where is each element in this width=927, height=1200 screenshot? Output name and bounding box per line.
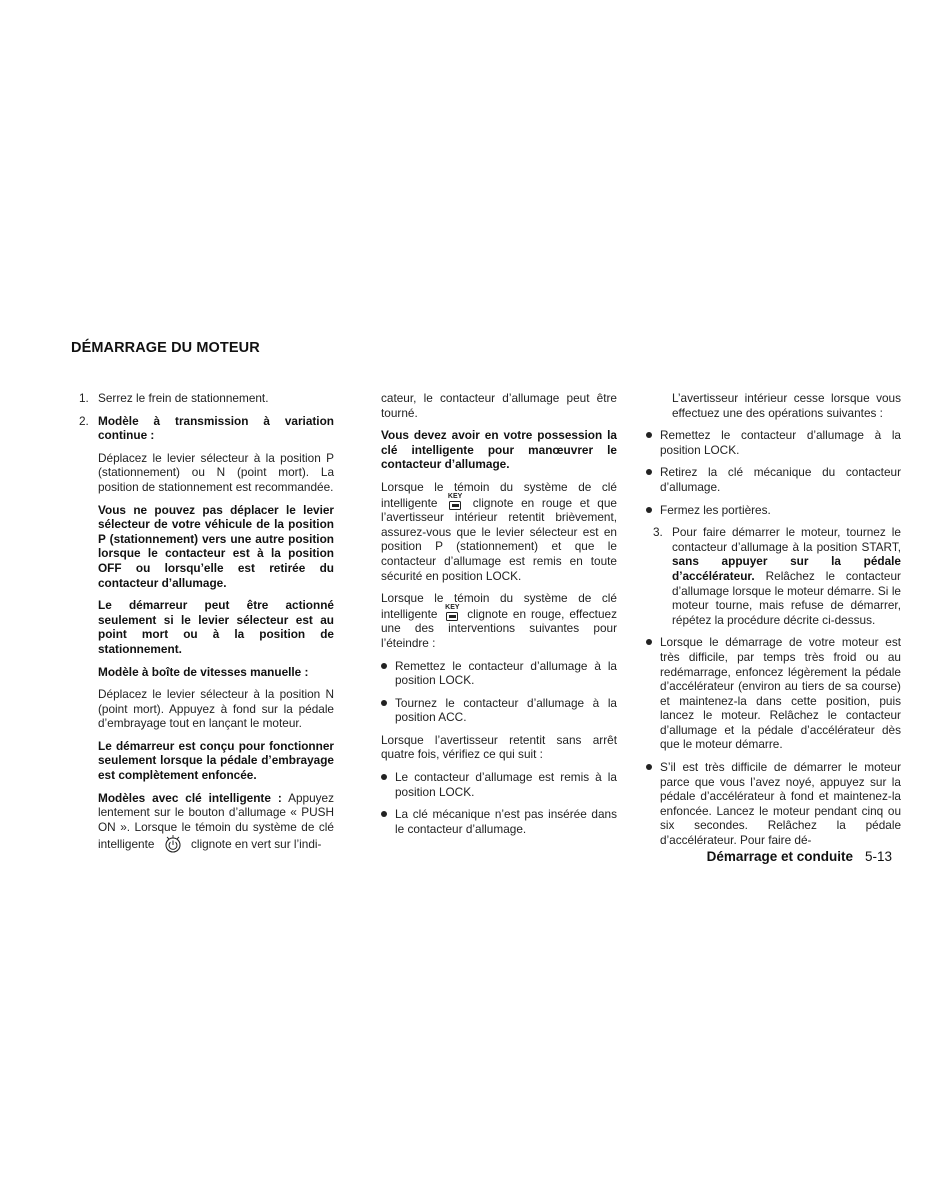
continued-text: cateur, le contacteur d’allumage peut être tourné. (381, 391, 617, 420)
step-text: Serrez le frein de stationnement. (98, 391, 269, 405)
page-footer (707, 849, 892, 864)
step-number: 1. (79, 391, 89, 405)
section-name: Démarrage et conduite (706, 849, 853, 864)
cvt-warning-1: Vous ne pouvez pas déplacer le levier sélecteur de votre véhicule de la position P (stationnement) vers une autre position lorsque le contacteur est à la position OFF ou lorsqu’elle est retirée du contacteur d’allumage. (98, 502, 334, 590)
step-2 (72, 414, 334, 443)
step-1 (72, 391, 334, 406)
smart-key-heading: Modèles avec clé intelligente : (98, 790, 282, 805)
cvt-text: Déplacez le levier sélecteur à la position P (stationnement) ou N (point mort). La position de stationnement est recommandée. (98, 450, 334, 494)
step-number: 3. (653, 525, 663, 540)
list-item: Fermez les portières. (646, 503, 901, 518)
key-warning-icon: KEY (444, 606, 460, 621)
manual-warning: Le démarreur est conçu pour fonctionner seulement lorsque la pédale d’embrayage est complètement enfoncée. (98, 738, 334, 783)
smart-key-text-a: Appuyez lentement sur le bouton d’allumage « PUSH ON ». Lorsque le témoin du système de clé intelligente (98, 790, 334, 852)
cvt-warning-2: Le démarreur peut être actionné seulement si le levier sélecteur est au point mort ou à la position de stationnement. (98, 598, 334, 656)
column-3 (646, 391, 901, 856)
list-item: Le contacteur d’allumage est remis à la position LOCK. (381, 770, 617, 799)
possession-warning: Vous devez avoir en votre possession la clé intelligente pour manœuvrer le contacteur d’allumage. (381, 428, 617, 472)
alarm-paragraph: Lorsque l’avertisseur retentit sans arrêt quatre fois, vérifiez ce qui suit : (381, 732, 617, 762)
red-light-paragraph-2: Lorsque le témoin du système de clé intelligente KEY clignote en rouge, effectuez une des interventions suivantes pour l’éteindre : (381, 591, 617, 650)
cvt-heading: Modèle à transmission à variation continue : (98, 413, 334, 443)
manual-text: Déplacez le levier sélecteur à la position N (point mort). Appuyez à fond sur la pédale d’embrayage tout en lançant le moteur. (98, 687, 334, 731)
alarm-stop-paragraph: L’avertisseur intérieur cesse lorsque vous effectuez une des opérations suivantes : (672, 391, 901, 420)
column-1 (72, 391, 334, 866)
step-number: 2. (79, 413, 89, 428)
list-item: La clé mécanique n’est pas insérée dans le contacteur d’allumage. (381, 807, 617, 836)
page-title: DÉMARRAGE DU MOTEUR (71, 340, 260, 356)
key-warning-icon: KEY (447, 495, 463, 510)
smart-key-text-b: clignote en vert sur l’indi- (190, 837, 322, 852)
list-item: Tournez le contacteur d’allumage à la position ACC. (381, 696, 617, 725)
manual-heading: Modèle à boîte de vitesses manuelle : (98, 664, 309, 679)
smart-key-paragraph (72, 791, 334, 858)
list-item: S’il est très difficile de démarrer le moteur parce que vous l’avez noyé, appuyez sur la pédale d’accélérateur à fond et maintenez-la enfoncée. Lancez le moteur pendant cinq ou six secondes. Relâchez la pédale d’accélérateur. Pour faire dé- (646, 760, 901, 848)
list-item: Retirez la clé mécanique du contacteur d’allumage. (646, 465, 901, 494)
red-light-paragraph: Lorsque le témoin du système de clé intelligente KEY clignote en rouge et que l’avertisseur intérieur retentit brièvement, assurez-vous que le levier sélecteur est en position P (stationnement) et que le contacteur d’allumage est remis en toute sécurité en position LOCK. (381, 479, 617, 583)
list-item: Remettez le contacteur d’allumage à la position LOCK. (381, 659, 617, 688)
step-3: 3. Pour faire démarrer le moteur, tournez le contacteur d’allumage à la position START, sans appuyer sur la pédale d’accélérateur. Relâchez le contacteur d’allumage lorsque le moteur démarre. Si le moteur tourne, mais refuse de démarrer, répétez la procédure décrite ci-dessus. (653, 525, 901, 627)
list-item: Remettez le contacteur d’allumage à la position LOCK. (646, 428, 901, 457)
page-number: 5-13 (864, 849, 892, 864)
smart-key-indicator-icon (162, 834, 184, 858)
list-item: Lorsque le démarrage de votre moteur est très difficile, par temps très froid ou au redémarrage, enfoncez légèrement la pédale d’accélérateur (environ au tiers de sa course) et maintenez-la dans cette position, puis lancez le moteur. Relâchez le contacteur d’allumage et la pédale d’accélérateur dès que le moteur démarre. (646, 635, 901, 752)
column-2 (381, 391, 617, 844)
